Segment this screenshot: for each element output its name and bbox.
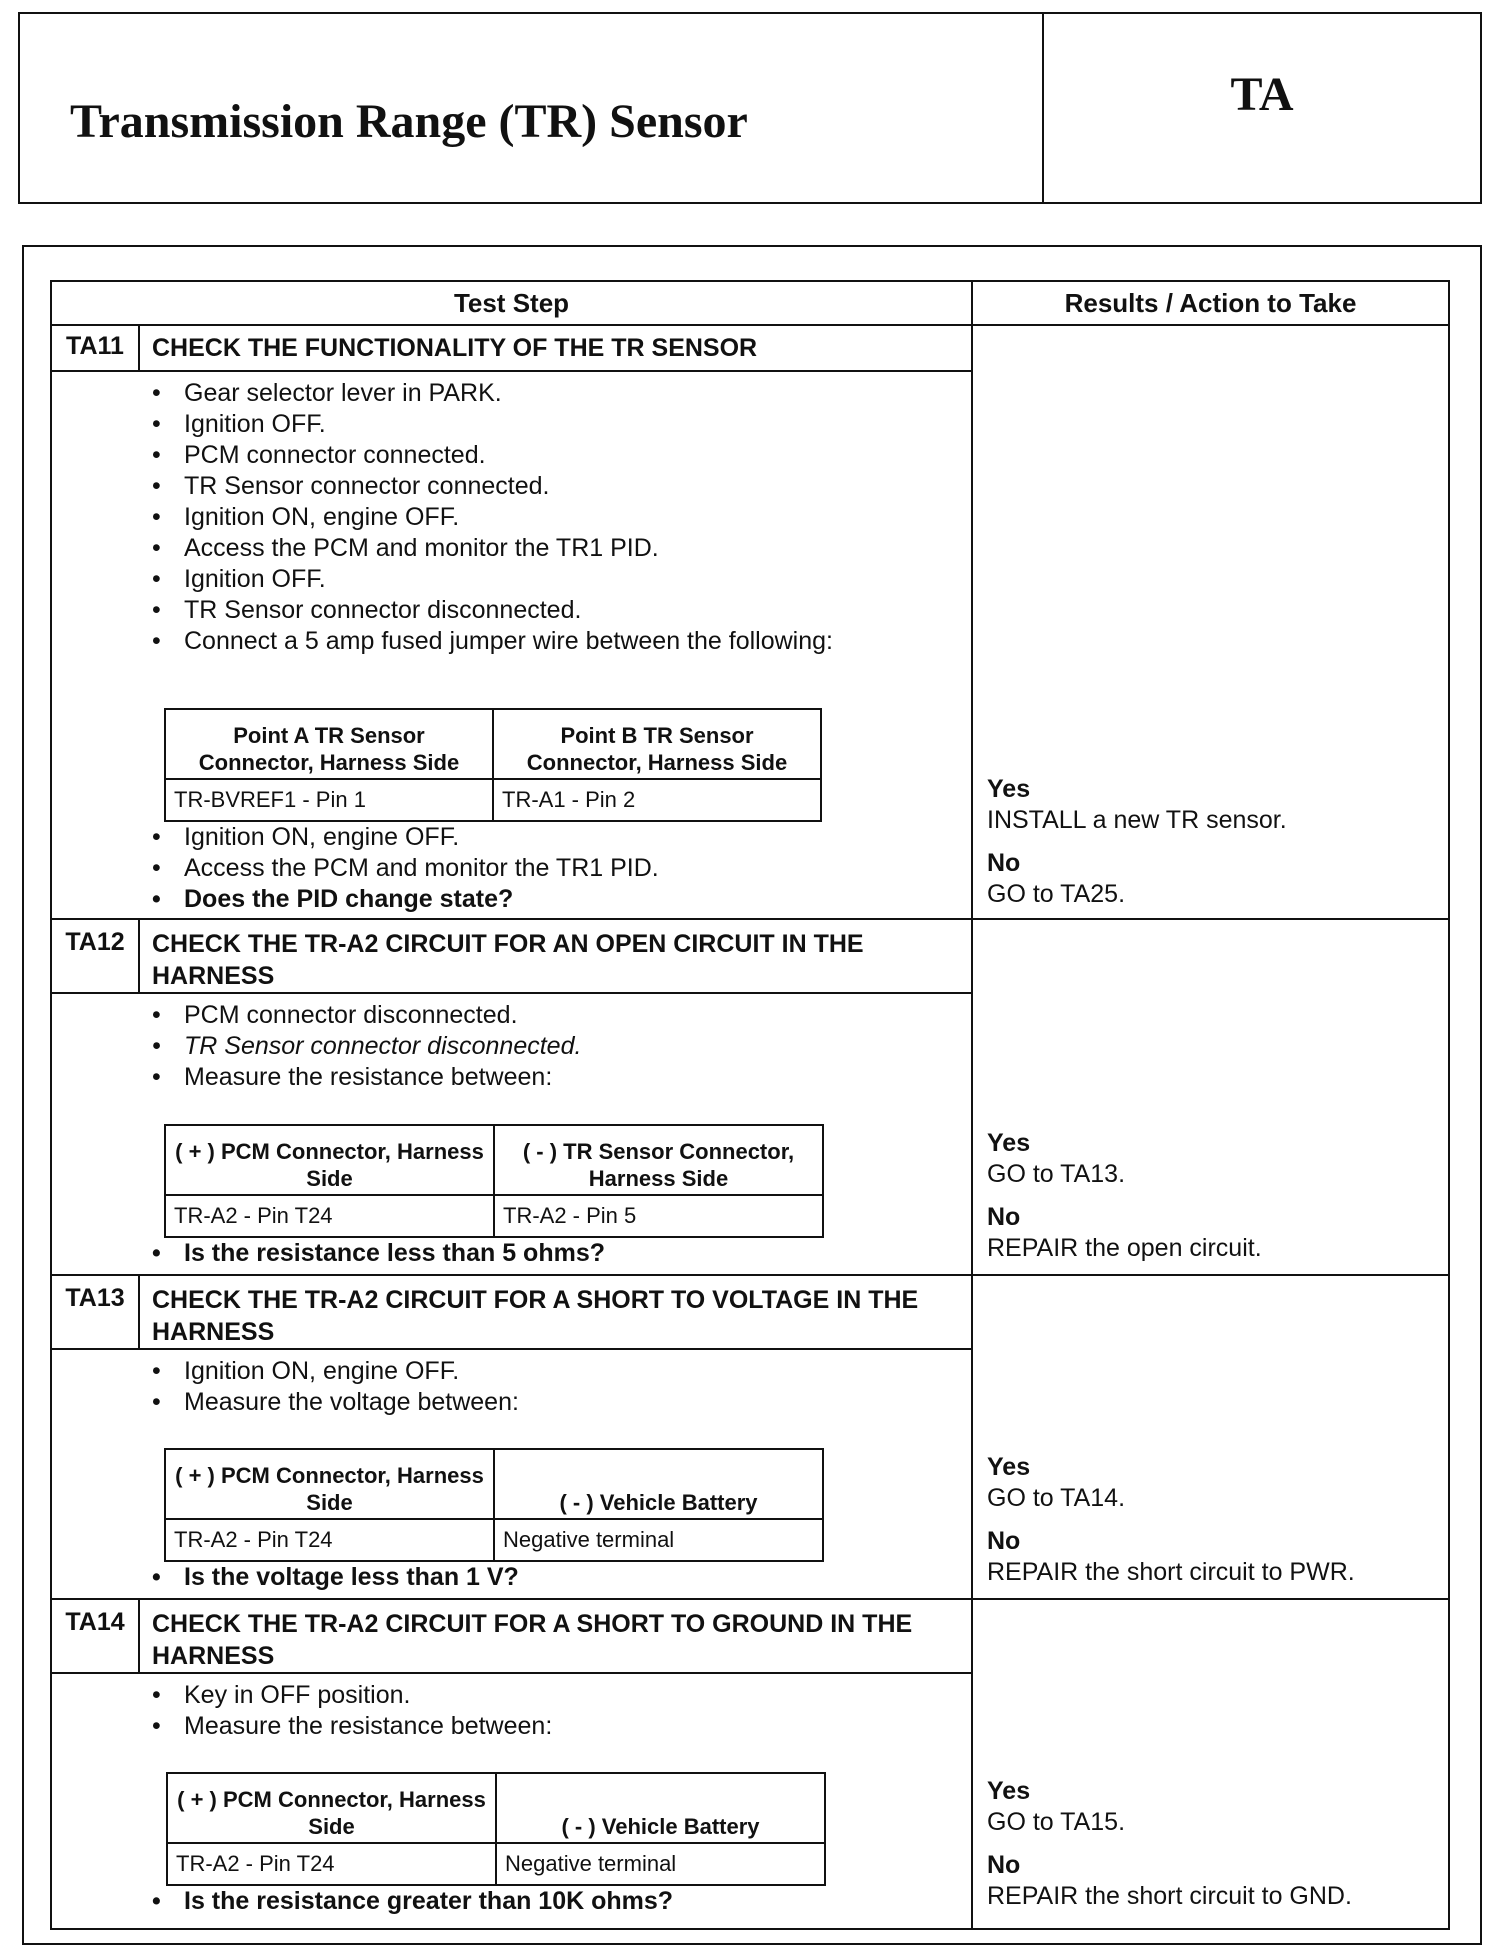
- list-item: • Key in OFF position.: [142, 1680, 962, 1711]
- step-title: CHECK THE TR-A2 CIRCUIT FOR A SHORT TO VOLTAGE IN THE HARNESS: [152, 1286, 919, 1346]
- step-question: • Is the resistance less than 5 ohms?: [142, 1238, 962, 1269]
- step-title: CHECK THE FUNCTIONALITY OF THE TR SENSOR: [152, 334, 758, 362]
- table-cell: TR-A2 - Pin T24: [165, 1195, 494, 1237]
- step-divider: [52, 1274, 1448, 1276]
- table-cell: Negative terminal: [496, 1843, 825, 1885]
- table-cell: TR-BVREF1 - Pin 1: [165, 779, 493, 821]
- table-header-cell: ( + ) PCM Connector, Harness Side: [165, 1449, 494, 1519]
- step-title-rule: [52, 1348, 971, 1350]
- section-code: TA: [1230, 67, 1294, 121]
- list-item: • TR Sensor connector disconnected.: [142, 595, 962, 626]
- step-divider: [52, 1598, 1448, 1600]
- step-bullets: [142, 1000, 962, 1093]
- list-item: • Measure the resistance between:: [142, 1711, 962, 1742]
- table-header-cell: ( - ) Vehicle Battery: [496, 1773, 825, 1843]
- table-header-cell: ( - ) Vehicle Battery: [494, 1449, 823, 1519]
- list-item: • Connect a 5 amp fused jumper wire between the following:: [142, 626, 904, 657]
- connection-table: [164, 708, 822, 822]
- step-id: TA11: [66, 332, 124, 360]
- list-item: • PCM connector connected.: [142, 440, 962, 471]
- step-bullets: [142, 1356, 962, 1418]
- step-bullets: [142, 1886, 962, 1917]
- table-cell: TR-A2 - Pin 5: [494, 1195, 823, 1237]
- table-cell: TR-A1 - Pin 2: [493, 779, 821, 821]
- column-header-test-step: Test Step: [453, 287, 570, 318]
- table-header-cell: ( - ) TR Sensor Connector, Harness Side: [494, 1125, 823, 1195]
- step-id-divider: [138, 1276, 140, 1348]
- header-rule: [52, 324, 1448, 326]
- yes-action: GO to TA13.: [987, 1160, 1126, 1188]
- yes-label: Yes: [987, 1777, 1031, 1805]
- step-divider: [52, 918, 1448, 920]
- step-bullets: [142, 378, 962, 657]
- step-results: [987, 1128, 1447, 1264]
- yes-action: GO to TA14.: [987, 1484, 1126, 1512]
- step-id: TA13: [65, 1284, 125, 1312]
- no-label: No: [987, 1851, 1021, 1879]
- list-item: • Ignition ON, engine OFF.: [142, 822, 962, 853]
- procedure-table: [50, 280, 1450, 1930]
- list-item: • PCM connector disconnected.: [142, 1000, 962, 1031]
- list-item: • Access the PCM and monitor the TR1 PID.: [142, 533, 962, 564]
- step-id-divider: [138, 1600, 140, 1672]
- step-results: [987, 1452, 1447, 1588]
- step-title: CHECK THE TR-A2 CIRCUIT FOR A SHORT TO GROUND IN THE HARNESS: [152, 1610, 913, 1670]
- list-item: • Measure the resistance between:: [142, 1062, 962, 1093]
- column-divider: [971, 282, 973, 1928]
- no-action: REPAIR the open circuit.: [987, 1234, 1262, 1262]
- table-cell: Negative terminal: [494, 1519, 823, 1561]
- list-item: • Measure the voltage between:: [142, 1387, 962, 1418]
- step-title-rule: [52, 370, 971, 372]
- yes-action: INSTALL a new TR sensor.: [987, 806, 1287, 834]
- step-id-divider: [138, 920, 140, 992]
- no-action: GO to TA25.: [987, 880, 1126, 908]
- no-label: No: [987, 849, 1021, 877]
- step-results: [987, 774, 1447, 910]
- step-id-divider: [138, 326, 140, 370]
- no-label: No: [987, 1527, 1021, 1555]
- no-action: REPAIR the short circuit to PWR.: [987, 1558, 1355, 1586]
- table-cell: TR-A2 - Pin T24: [165, 1519, 494, 1561]
- table-cell: TR-A2 - Pin T24: [167, 1843, 496, 1885]
- list-item: • Ignition ON, engine OFF.: [142, 502, 962, 533]
- step-title: CHECK THE TR-A2 CIRCUIT FOR AN OPEN CIRCUIT IN THE HARNESS: [152, 930, 864, 990]
- step-title-rule: [52, 992, 971, 994]
- connection-table: [166, 1772, 826, 1886]
- step-question: • Is the resistance greater than 10K ohms?: [142, 1886, 962, 1917]
- step-bullets: [142, 1680, 962, 1742]
- table-header-cell: Point B TR Sensor Connector, Harness Side: [493, 709, 821, 779]
- page-title: Transmission Range (TR) Sensor: [70, 95, 748, 148]
- list-item: • Ignition OFF.: [142, 409, 962, 440]
- no-action: REPAIR the short circuit to GND.: [987, 1882, 1352, 1910]
- connection-table: [164, 1124, 824, 1238]
- step-id: TA14: [65, 1608, 125, 1636]
- table-header-cell: ( + ) PCM Connector, Harness Side: [165, 1125, 494, 1195]
- list-item: • TR Sensor connector connected.: [142, 471, 962, 502]
- yes-label: Yes: [987, 775, 1031, 803]
- step-bullets: [142, 1562, 962, 1593]
- step-title-rule: [52, 1672, 971, 1674]
- table-header-cell: Point A TR Sensor Connector, Harness Side: [165, 709, 493, 779]
- connection-table: [164, 1448, 824, 1562]
- step-question: • Is the voltage less than 1 V?: [142, 1562, 962, 1593]
- column-header-results: Results / Action to Take: [1064, 287, 1357, 318]
- list-item: • Gear selector lever in PARK.: [142, 378, 962, 409]
- table-header-cell: ( + ) PCM Connector, Harness Side: [167, 1773, 496, 1843]
- yes-action: GO to TA15.: [987, 1808, 1126, 1836]
- step-id: TA12: [65, 928, 125, 956]
- step-bullets: [142, 1238, 962, 1269]
- header-box: [18, 12, 1482, 204]
- list-item: • Access the PCM and monitor the TR1 PID.: [142, 853, 962, 884]
- list-item: • Ignition ON, engine OFF.: [142, 1356, 962, 1387]
- step-results: [987, 1776, 1447, 1912]
- step-question: • Does the PID change state?: [142, 884, 962, 915]
- yes-label: Yes: [987, 1453, 1031, 1481]
- list-item: • TR Sensor connector disconnected.: [142, 1031, 962, 1062]
- no-label: No: [987, 1203, 1021, 1231]
- yes-label: Yes: [987, 1129, 1031, 1157]
- step-bullets: [142, 822, 962, 915]
- list-item: • Ignition OFF.: [142, 564, 962, 595]
